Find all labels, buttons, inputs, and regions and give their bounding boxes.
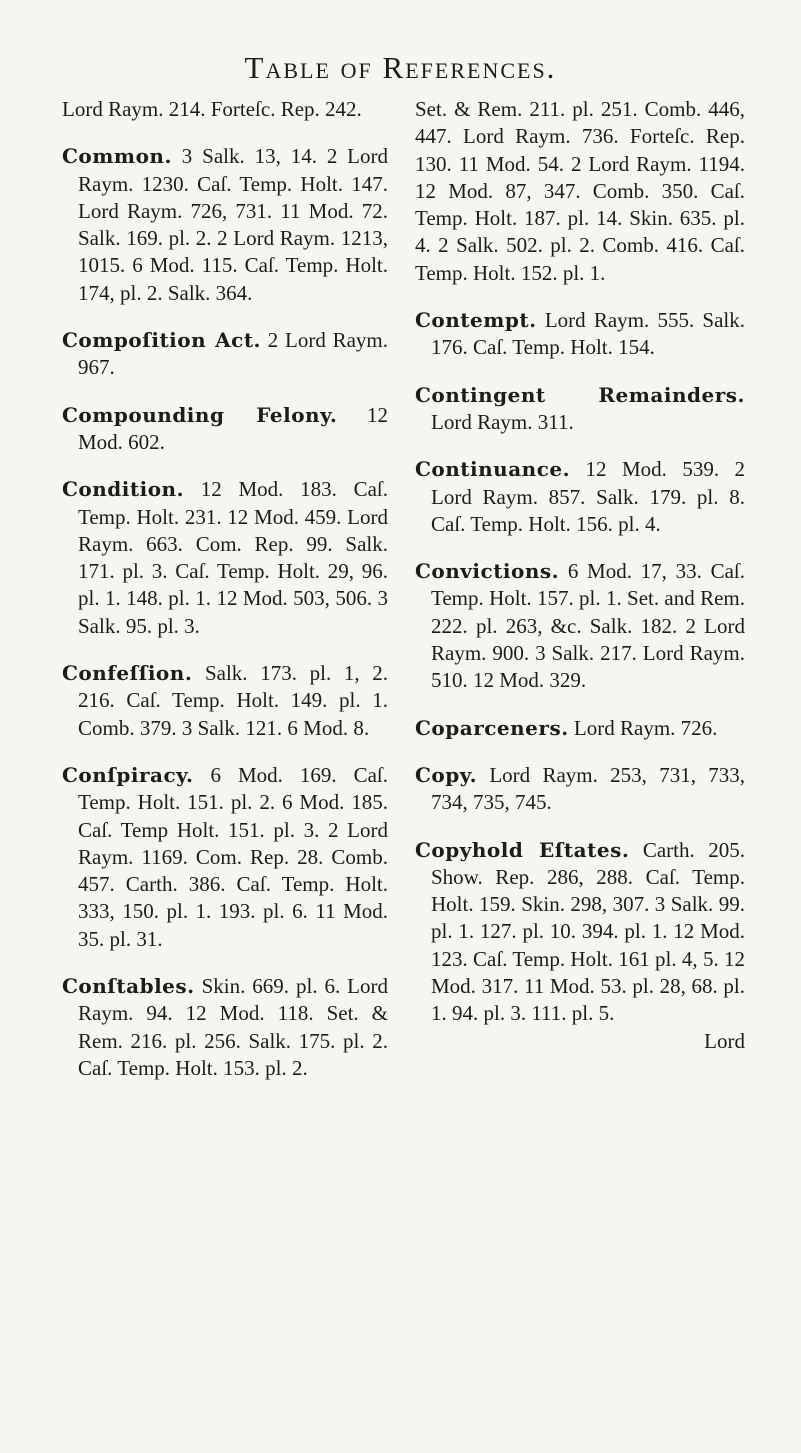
entry — [62, 973, 388, 1082]
entry-heading: Contempt. — [415, 308, 537, 333]
entry — [62, 96, 388, 123]
entry-text: 2 Lord Raym. 967. — [78, 328, 389, 380]
right-column — [415, 96, 745, 1055]
entry — [62, 143, 388, 307]
entry-heading: Compounding Felony. — [62, 402, 338, 427]
entry-heading: Confeſſion. — [62, 661, 193, 686]
entry-text: Lord Raym. 253, 731, 733, 734, 735, 745. — [431, 762, 745, 815]
entry-text: Set. & Rem. 211. pl. 251. Comb. 446, 447. Lord Raym. 736. Forteſc. Rep. 130. 11 Mod. 54. 2 Lord Raym. 1194. 12 Mod. 87, 347. Comb. 350. Caſ. Temp. Holt. 187. pl. 14. Skin. 635. pl. 4. 2 Salk. 502. pl. 2. Comb. 416. Caſ. Temp. Holt. 152. pl. 1. — [415, 97, 745, 285]
entry-heading: Conſpiracy. — [62, 762, 194, 787]
entry — [62, 660, 388, 742]
entry — [415, 307, 745, 362]
entry-text: 12 Mod. 539. 2 Lord Raym. 857. Salk. 179. pl. 8. Caſ. Temp. Holt. 156. pl. 4. — [431, 457, 745, 536]
entry — [415, 558, 745, 694]
entry-text: Skin. 669. pl. 6. Lord Raym. 94. 12 Mod. 118. Set. & Rem. 216. pl. 256. Salk. 175. pl. 2. Caſ. Temp. Holt. 153. pl. 2. — [78, 974, 388, 1080]
entry — [415, 456, 745, 538]
entry-text: Carth. 205. Show. Rep. 286, 288. Caſ. Temp. Holt. 159. Skin. 298, 307. 3 Salk. 99. pl. 1. 127. pl. 10. 394. pl. 1. 12 Mod. 123. Caſ. Temp. Holt. 161 pl. 4, 5. 12 Mod. 317. 11 Mod. 53. pl. 28, 68. pl. 1. 94. pl. 3. 111. pl. 5. — [431, 837, 746, 1026]
entry — [62, 476, 388, 640]
entry-heading: Coparceners. — [415, 715, 569, 740]
entry-heading: Continuance. — [415, 457, 571, 482]
entry-text: 12 Mod. 602. — [78, 402, 388, 454]
entry-heading: Common. — [62, 144, 172, 169]
entry — [415, 837, 745, 1028]
entry-text: Lord Raym. 555. Salk. 176. Caſ. Temp. Holt. 154. — [431, 308, 745, 360]
entry-heading: Condition. — [62, 477, 185, 502]
entry-heading: Copyhold Eſtates. — [415, 837, 630, 862]
page-title: Table of References. — [244, 50, 557, 85]
catchword: Lord — [704, 1028, 745, 1053]
entry — [415, 762, 745, 817]
entry-text: Lord Raym. 214. Forteſc. Rep. 242. — [62, 97, 362, 121]
entry-heading: Conſtables. — [62, 974, 195, 999]
entry — [62, 762, 388, 953]
entry — [415, 96, 745, 287]
entry-text: 12 Mod. 183. Caſ. Temp. Holt. 231. 12 Mod. 459. Lord Raym. 663. Com. Rep. 99. Salk. 171. pl. 3. Caſ. Temp. Holt. 29, 96. pl. 1. 148. pl. 1. 12 Mod. 503, 506. 3 Salk. 95. pl. 3. — [78, 477, 388, 638]
entry-text: 6 Mod. 169. Caſ. Temp. Holt. 151. pl. 2. 6 Mod. 185. Caſ. Temp Holt. 151. pl. 3. 2 Lord Raym. 1169. Com. Rep. 28. Comb. 457. Carth. 386. Caſ. Temp. Holt. 333, 150. pl. 1. 193. pl. 6. 11 Mod. 35. pl. 31. — [78, 762, 389, 951]
entry-text: Lord Raym. 726. — [573, 715, 718, 740]
entry-heading: Compoſition Act. — [62, 328, 262, 353]
entry — [62, 327, 388, 382]
entry-heading: Convictions. — [415, 559, 560, 584]
left-column — [62, 96, 388, 1102]
entry — [62, 402, 388, 457]
entry-text: 6 Mod. 17, 33. Caſ. Temp. Holt. 157. pl. 1. Set. and Rem. 222. pl. 263, &c. Salk. 182. 2 Lord Raym. 900. 3 Salk. 217. Lord Raym. 510. 12 Mod. 329. — [431, 559, 745, 693]
entry-heading: Copy. — [415, 762, 478, 787]
entry — [415, 382, 745, 437]
entry-text: Salk. 173. pl. 1, 2. 216. Caſ. Temp. Holt. 149. pl. 1. Comb. 379. 3 Salk. 121. 6 Mod. 8. — [78, 661, 389, 740]
entry-text: Lord Raym. 311. — [431, 409, 574, 434]
entry-text: 3 Salk. 13, 14. 2 Lord Raym. 1230. Caſ. Temp. Holt. 147. Lord Raym. 726, 731. 11 Mod. 72. Salk. 169. pl. 2. 2 Lord Raym. 1213, 1015. 6 Mod. 115. Caſ. Temp. Holt. 174, pl. 2. Salk. 364. — [78, 144, 388, 305]
entry — [415, 715, 745, 742]
entry-heading: Contingent Remainders. — [415, 382, 745, 407]
